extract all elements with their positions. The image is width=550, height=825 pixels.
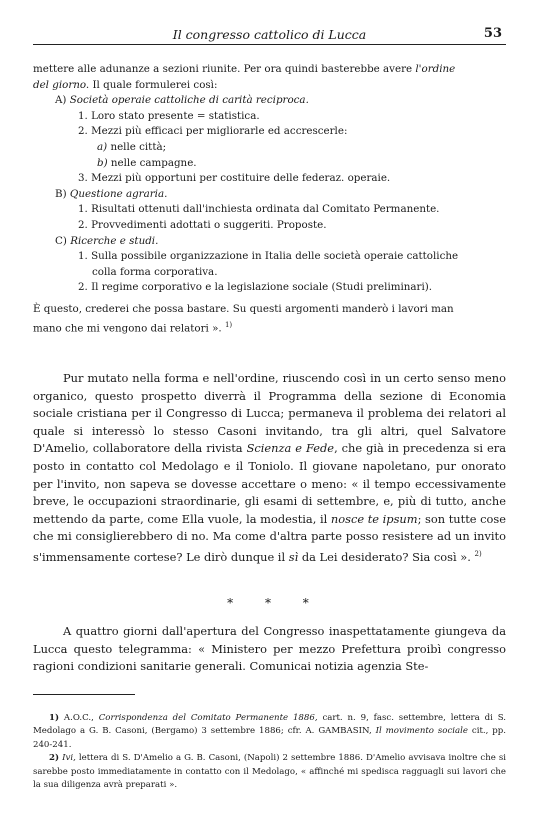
section-b-item-1: 1. Risultati ottenuti dall'inchiesta ordinata dal Comitato Permanente. — [78, 203, 440, 216]
footnote-ref-2: 2) — [474, 549, 482, 558]
section-a-heading: A) Società operaie cattoliche di carità reciproca. — [55, 94, 309, 107]
page-number: 53 — [483, 26, 502, 41]
section-c-heading: C) Ricerche e studi. — [55, 234, 159, 247]
running-head-title: Il congresso cattolico di Lucca — [172, 27, 367, 42]
body-paragraph-2: A quattro giorni dall'apertura del Congresso inaspettatamente giungeva da Lucca questo telegramma: « Ministero per mezzo Prefettura proibì congresso ragioni condizioni sanitarie generali. Comunicai notizia agenzia Ste- — [33, 624, 506, 674]
section-a-item-2b: b) nelle campagne. — [97, 156, 197, 169]
quote-closing-line-2: mano che mi vengono dai relatori ». $^{1)}$ — [33, 320, 233, 334]
section-c-item-1-cont: colla forma corporativa. — [92, 265, 218, 278]
section-a-item-1: 1. Loro stato presente = statistica. — [78, 109, 260, 122]
quote-closing-line-1: È questo, crederei che possa bastare. Su questi argomenti manderò i lavori man — [33, 302, 454, 315]
section-b-heading: B) Questione agraria. — [55, 187, 168, 200]
footnotes — [33, 712, 506, 792]
footnote-rule — [33, 694, 135, 695]
footnote-1: 1) A.O.C., Corrispondenza del Comitato Permanente 1886, cart. n. 9, fasc. settembre, lettera di S. Medolago a G. B. Casoni, (Bergamo) 3 settembre 1886; cfr. A. GAMBASIN, Il movimento sociale cit., pp. 240-241. — [33, 713, 507, 750]
quoted-letter — [33, 62, 506, 337]
section-a-item-3: 3. Mezzi più opportuni per costituire delle federaz. operaie. — [78, 172, 391, 185]
section-b-item-2: 2. Provvedimenti adottati o suggeriti. Proposte. — [78, 218, 327, 231]
section-c-item-2: 2. Il regime corporativo e la legislazione sociale (Studi preliminari). — [78, 281, 433, 294]
footnote-ref-1: 1) — [224, 320, 233, 329]
section-separator: * * * — [227, 596, 323, 610]
quote-intro-line-1: mettere alle adunanze a sezioni riunite. Per ora quindi basterebbe avere l'ordine — [33, 63, 456, 75]
section-a-item-2: 2. Mezzi più efficaci per migliorarle ed accrescerle: — [78, 125, 348, 138]
running-head — [33, 22, 506, 45]
section-a-item-2a: a) nelle città; — [97, 140, 167, 153]
section-c-item-1: 1. Sulla possibile organizzazione in Italia delle società operaie cattoliche — [78, 250, 459, 263]
body-paragraph-1: Pur mutato nella forma e nell'ordine, riuscendo così in un certo senso meno organico, questo prospetto diverrà il Programma della sezione di Economia sociale cristiana per il Congresso di Lucca; permaneva il problema dei relatori al quale si interessò lo stesso Casoni invitando, tra gli altri, quel Salvatore D'Amelio, collaboratore della rivista Scienza e Fede, che già in precedenza si era posto in contatto col Medolago e il Toniolo. Il giovane napoletano, pur onorato per l'invito, non sapeva se dovesse accettare o meno: « il tempo eccessivamente breve, le occupazioni straordinarie, gli esami di settembre, e, più di tutto, anche mettendo da parte, come Ella vuole, la modestia, il nosce te ipsum; son tutte cose che mi consiglierebbero di no. Ma come d'altra parte posso resistere ad un invito s'immensamente cortese? Le dirò dunque il sì da Lei desiderato? Sia così ». $^{2)}$ — [33, 371, 507, 564]
quote-intro-line-2: del giorno. Il quale formulerei così: — [33, 78, 218, 91]
footnote-2: 2) Ivi, lettera di S. D'Amelio a G. B. Casoni, (Napoli) 2 settembre 1886. D'Amelio avvisava inoltre che si sarebbe posto immediatamente in contatto con il Medolago, « affinché mi spedisca ragguagli sui lavori che la sua diligenza avrà preparati ». — [33, 753, 507, 791]
